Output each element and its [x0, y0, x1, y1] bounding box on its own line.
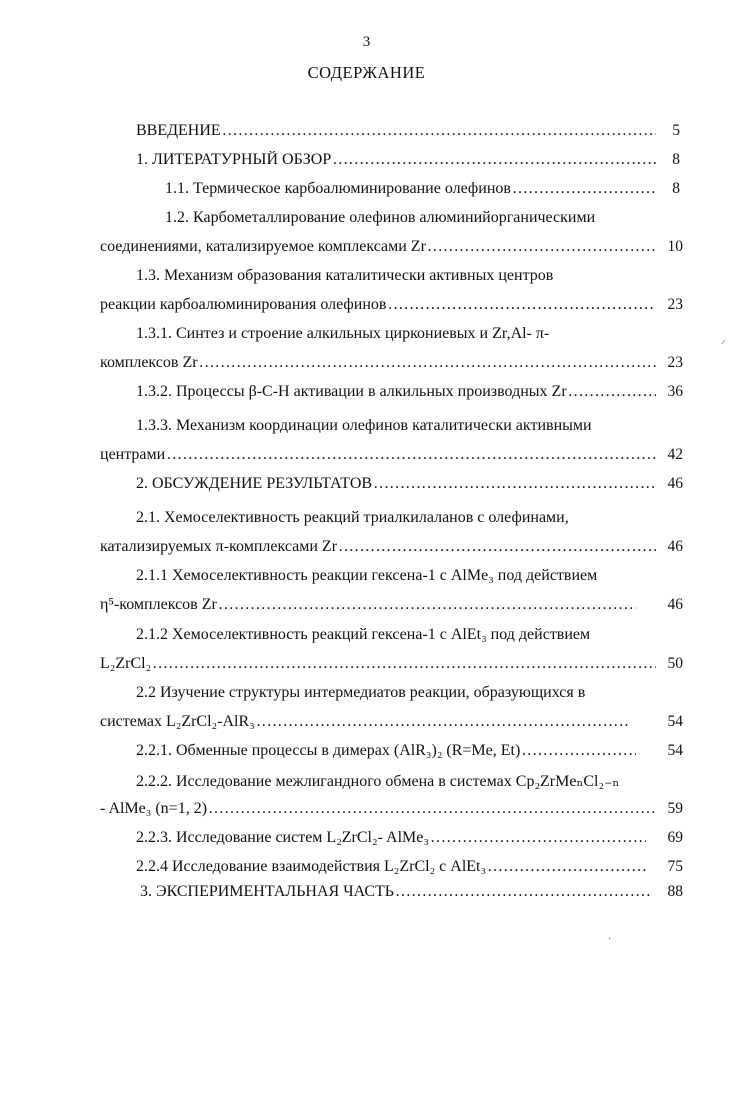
toc-entry-2-1-line2[interactable] — [100, 538, 656, 556]
toc-page-number: 46 — [667, 538, 683, 555]
toc-entry-2-2-line1[interactable] — [136, 684, 666, 702]
toc-page-number: 8 — [672, 151, 680, 168]
toc-entry-text: 2.2.1. Обменные процессы в димерах (AlR₃)₂ (R=Me, Et) — [136, 742, 521, 759]
toc-entry-text: системах L₂ZrCl₂-AlR₃ — [100, 713, 255, 730]
toc-entry-text: 1.3.1. Синтез и строение алкильных циркониевых и Zr,Al- π- — [136, 325, 550, 342]
page-title: СОДЕРЖАНИЕ — [307, 63, 426, 82]
toc-entry-text: 2.2.4 Исследование взаимодействия L₂ZrCl₂ с AlEt₃ — [136, 858, 487, 875]
toc-entry-1-3-2[interactable] — [136, 383, 656, 401]
toc-page-number: 88 — [667, 883, 683, 900]
toc-entry-1-3-3-line1[interactable] — [136, 417, 666, 435]
toc-entry-1-3-line2[interactable] — [100, 296, 656, 314]
toc-entry-2-2-4[interactable] — [136, 858, 646, 876]
toc-entry-text: 1.1. Термическое карбоалюминирование олефинов — [165, 180, 511, 197]
toc-page-number: 54 — [667, 713, 683, 730]
toc-entry-2-1-2-line2[interactable] — [100, 655, 656, 673]
toc-entry-text: 1.3.2. Процессы β-С-Н активации в алкильных производных Zr — [136, 383, 567, 400]
toc-entry-2-2-1[interactable] — [136, 742, 636, 760]
toc-entry-text: ВВЕДЕНИЕ — [136, 122, 221, 139]
toc-entry-2-2-line2[interactable] — [100, 713, 630, 731]
toc-entry-1-3-line1[interactable] — [136, 267, 656, 285]
toc-entry-1-3-1-line1[interactable] — [136, 325, 656, 343]
toc-entry-discussion[interactable] — [136, 475, 656, 493]
toc-entry-text: 2.2.2. Исследование межлигандного обмена в системах Cp₂ZrMeₙCl₂₋ₙ — [136, 773, 620, 789]
toc-entry-text: 2.1.1 Хемоселективность реакции гексена-1 с AlMe₃ под действием — [136, 567, 598, 584]
toc-entry-text: катализируемых π-комплексами Zr — [100, 538, 338, 555]
toc-entry-1-1[interactable] — [165, 180, 656, 198]
toc-page-number: 42 — [667, 446, 683, 463]
toc-entry-text: 1.2. Карбометаллирование олефинов алюминийорганическими — [165, 209, 596, 226]
toc-entry-experimental[interactable] — [140, 883, 650, 901]
toc-entry-text: 2.1.2 Хемоселективность реакций гексена-1 с AlEt₃ под действием — [136, 626, 591, 643]
toc-page-number: 75 — [667, 858, 683, 875]
toc-entry-literature[interactable] — [136, 151, 656, 169]
toc-entry-2-1-line1[interactable] — [136, 509, 681, 527]
toc-page-number: 46 — [667, 596, 683, 613]
toc-page-number: 50 — [667, 655, 683, 672]
toc-entry-2-2-3[interactable] — [136, 829, 646, 847]
toc-entry-2-2-2-line1[interactable] — [136, 771, 681, 789]
toc-entry-text: 1.3.3. Механизм координации олефинов каталитически активными — [136, 417, 592, 434]
toc-entry-1-3-3-line2[interactable] — [100, 446, 656, 464]
toc-entry-text: центрами — [100, 446, 166, 463]
toc-page-number: 5 — [672, 122, 680, 139]
toc-entry-text: 1.3. Механизм образования каталитически активных центров — [136, 267, 554, 284]
toc-entry-text: 2.1. Хемоселективность реакций триалкилаланов с олефинами, — [136, 509, 569, 526]
toc-entry-2-1-1-line2[interactable] — [100, 596, 636, 614]
toc-entry-1-2-line2[interactable] — [100, 238, 656, 256]
toc-page-number: 69 — [667, 829, 683, 846]
toc-entry-text: 2.2 Изучение структуры интермедиатов реакции, образующихся в — [136, 684, 586, 701]
toc-entry-1-2-line1[interactable] — [165, 209, 665, 227]
toc-entry-2-2-2-line2[interactable] — [100, 800, 656, 818]
toc-entry-text: η⁵-комплексов Zr — [100, 596, 217, 613]
toc-entry-1-3-1-line2[interactable] — [100, 354, 656, 372]
toc-page-number: 10 — [667, 238, 683, 255]
scan-speck: ⸝ — [721, 335, 726, 346]
toc-page-number: 36 — [667, 383, 683, 400]
toc-entry-intro[interactable] — [136, 122, 656, 140]
toc-entry-text: 2.2.3. Исследование систем L₂ZrCl₂- AlMe₃ — [136, 829, 429, 846]
toc-entry-text: - AlMe₃ (n=1, 2) — [100, 800, 208, 817]
toc-entry-2-1-1-line1[interactable] — [136, 567, 681, 585]
toc-page-number: 23 — [667, 354, 683, 371]
toc-entry-text: реакции карбоалюминирования олефинов — [100, 296, 387, 313]
toc-entry-text: 2. ОБСУЖДЕНИЕ РЕЗУЛЬТАТОВ — [136, 475, 373, 492]
scan-speck: · — [608, 934, 612, 945]
toc-page-number: 54 — [667, 742, 683, 759]
toc-entry-text: соединениями, катализируемое комплексами Zr — [100, 238, 426, 255]
toc-page-number: 23 — [667, 296, 683, 313]
toc-page-number: 8 — [672, 180, 680, 197]
toc-entry-text: 3. ЭКСПЕРИМЕНТАЛЬНАЯ ЧАСТЬ — [140, 883, 394, 900]
page-number: 3 — [362, 34, 371, 50]
toc-entry-text: комплексов Zr — [100, 354, 198, 371]
toc-entry-text: 1. ЛИТЕРАТУРНЫЙ ОБЗОР — [136, 151, 332, 168]
toc-page-number: 46 — [667, 475, 683, 492]
toc-entry-2-1-2-line1[interactable] — [136, 626, 666, 644]
toc-entry-text: L₂ZrCl₂ — [100, 655, 152, 672]
toc-page-number: 59 — [667, 800, 683, 817]
